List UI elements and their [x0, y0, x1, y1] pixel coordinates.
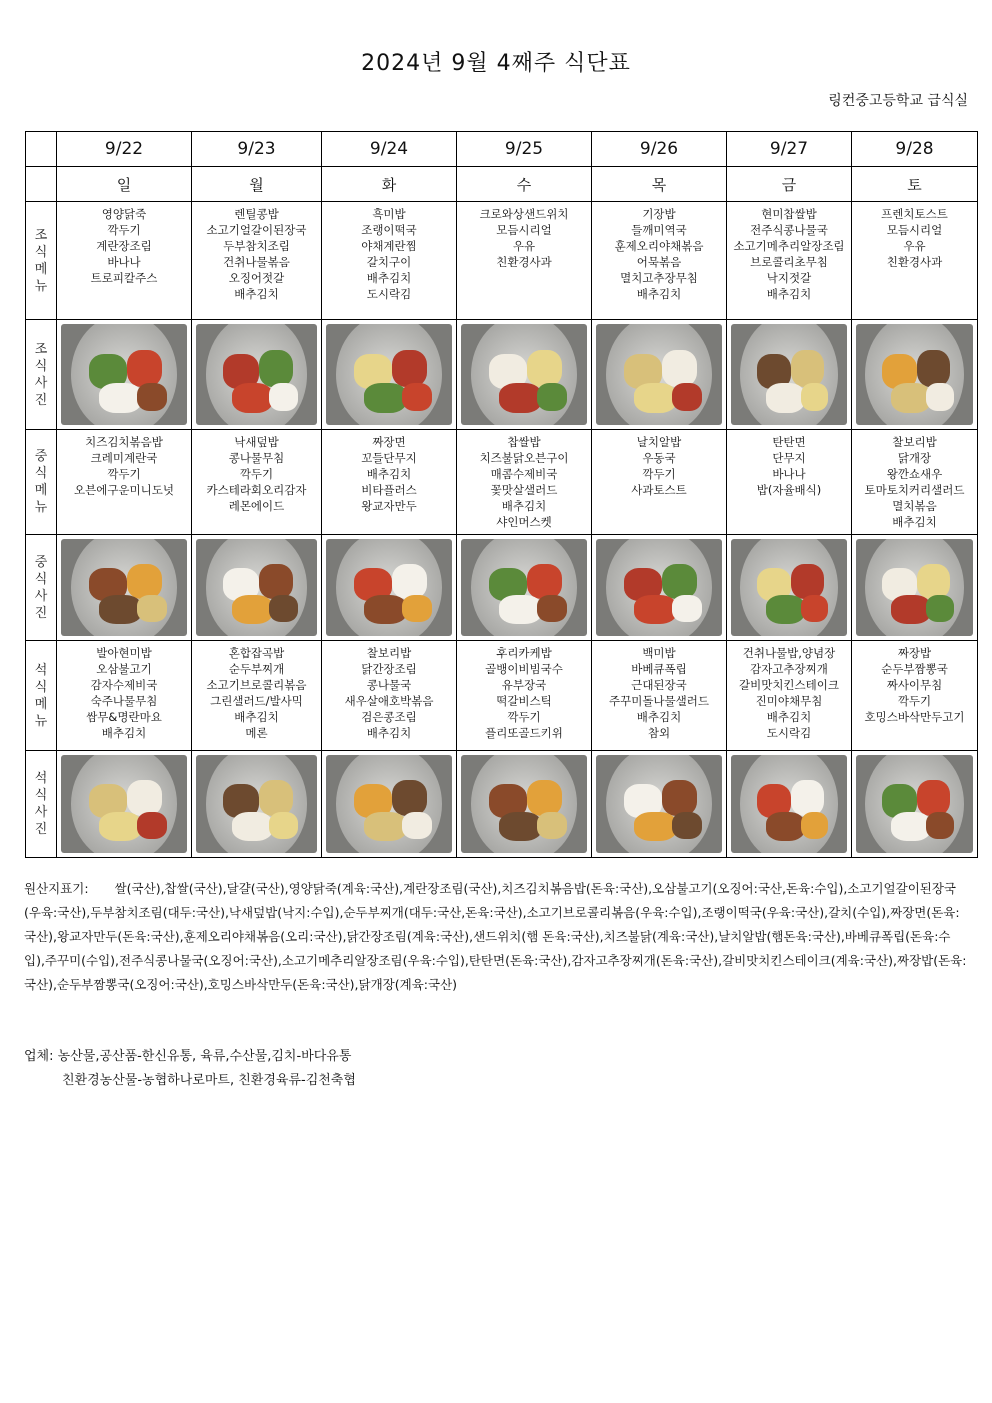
menu-item: 배추김치 [892, 515, 937, 529]
food-portion [662, 564, 697, 599]
food-portion [232, 812, 273, 841]
menu-item: 깍두기 [107, 223, 141, 237]
menu-item: 두부참치조림 [223, 239, 290, 253]
food-portion [269, 595, 298, 622]
menu-item: 유부장국 [501, 678, 547, 692]
meal-photo [322, 535, 457, 641]
row-label-char: 석 [34, 771, 48, 786]
date-cell: 9/25 [457, 132, 592, 167]
menu-item: 찹쌀밥 [507, 435, 541, 449]
food-portion [127, 564, 162, 599]
meal-photo [57, 535, 192, 641]
meal-photo [852, 535, 978, 641]
food-portion [891, 812, 931, 841]
menu-item: 왕깐쇼새우 [886, 467, 943, 481]
menu-item: 배추김치 [366, 726, 412, 740]
origin-notes [24, 877, 970, 997]
menu-item: 감자수제비국 [90, 678, 158, 692]
meal-photo [457, 751, 592, 858]
menu-cell [457, 202, 592, 320]
menu-item: 쌈무&명란마요 [86, 710, 162, 724]
menu-item: 우동국 [642, 451, 676, 465]
vendor-notes [24, 1045, 356, 1093]
date-cell: 9/23 [192, 132, 322, 167]
row-label-char: 식 [34, 788, 48, 803]
menu-item: 배추김치 [234, 287, 279, 301]
menu-item: 깍두기 [239, 467, 274, 481]
date-row [26, 132, 978, 167]
menu-cell [852, 641, 978, 751]
food-portion [537, 383, 567, 411]
food-portion [269, 812, 298, 839]
day-cell: 화 [322, 167, 457, 202]
row-label-char: 사 [34, 588, 48, 604]
menu-cell [322, 202, 457, 320]
food-portion [926, 812, 954, 839]
food-portion [99, 383, 142, 413]
menu-cell [322, 430, 457, 535]
menu-table [25, 131, 978, 858]
row-label-char: 석 [34, 662, 48, 678]
menu-item: 배추김치 [234, 710, 279, 724]
menu-item: 골뱅이비빔국수 [485, 662, 563, 676]
food-portion [766, 383, 805, 413]
menu-item: 멸치볶음 [892, 499, 937, 513]
food-portion [891, 595, 931, 624]
menu-cell [192, 430, 322, 535]
menu-item: 콩나물국 [366, 678, 412, 692]
food-portion [499, 383, 542, 413]
page-title: 2024년 9월 4째주 식단표 [361, 51, 631, 76]
row-label [26, 320, 57, 430]
menu-item: 깍두기 [897, 694, 932, 708]
menu-item: 깍두기 [642, 467, 676, 481]
menu-item: 소고기얼갈이된장국 [206, 223, 307, 237]
food-portion [634, 383, 677, 413]
corner-cell [26, 132, 57, 167]
menu-item: 토마토치커리샐러드 [864, 483, 965, 497]
day-cell: 토 [852, 167, 978, 202]
menu-item: 카스테라회오리감자 [206, 483, 307, 497]
menu-item: 낙새덮밥 [234, 435, 279, 449]
menu-item: 플리또골드키위 [485, 726, 563, 740]
menu-item: 새우살애호박볶음 [344, 694, 434, 708]
lunch-menu-row [26, 430, 978, 535]
food-portion [527, 780, 562, 815]
menu-item: 치즈불닭오븐구이 [479, 451, 569, 465]
food-portion [917, 780, 950, 815]
menu-item: 오삼불고기 [96, 662, 152, 676]
food-portion [137, 383, 167, 411]
food-portion [917, 350, 950, 386]
menu-item: 왕교자만두 [361, 499, 417, 513]
menu-item: 떡갈비스틱 [496, 694, 552, 708]
day-cell: 목 [592, 167, 727, 202]
food-portion [392, 780, 427, 815]
menu-item: 트로피칼주스 [90, 271, 158, 285]
menu-item: 검은콩조림 [361, 710, 417, 724]
row-label-char: 사 [34, 375, 48, 391]
food-portion [392, 564, 427, 599]
row-label-char: 사 [34, 805, 48, 820]
food-portion [499, 595, 542, 624]
row-label-char: 진 [34, 392, 48, 408]
meal-photo [727, 320, 852, 430]
menu-item: 프렌치토스트 [881, 207, 948, 221]
menu-item: 바나나 [107, 255, 141, 269]
menu-item: 낙지젓갈 [766, 271, 812, 285]
menu-item: 전주식콩나물국 [750, 223, 828, 237]
menu-item: 사과토스트 [631, 483, 687, 497]
food-portion [926, 383, 954, 411]
menu-item: 그린샐러드/발사믹 [210, 694, 303, 708]
menu-item: 짜장밥 [897, 646, 932, 660]
menu-item: 배추김치 [101, 726, 147, 740]
row-label-char: 중 [34, 449, 48, 464]
menu-item: 배추김치 [636, 287, 682, 301]
date-cell: 9/26 [592, 132, 727, 167]
food-portion [766, 812, 805, 841]
menu-item: 짜장면 [372, 435, 406, 449]
menu-item: 순두부찌개 [228, 662, 285, 676]
menu-item: 샤인머스켓 [496, 515, 552, 529]
food-portion [232, 383, 273, 413]
meal-photo [192, 320, 322, 430]
menu-item: 닭간장조림 [361, 662, 417, 676]
row-label-char: 식 [34, 679, 48, 695]
menu-item: 발아현미밥 [96, 646, 152, 660]
menu-cell [192, 202, 322, 320]
row-label-char: 식 [34, 244, 48, 260]
food-portion [766, 595, 805, 624]
row-label-char: 진 [34, 822, 48, 837]
meal-photo [57, 751, 192, 858]
menu-item: 영양닭죽 [101, 207, 147, 221]
row-label-char: 메 [34, 696, 48, 712]
date-cell: 9/22 [57, 132, 192, 167]
day-row [26, 167, 978, 202]
menu-cell [852, 202, 978, 320]
meal-photo [852, 320, 978, 430]
meal-photo [192, 751, 322, 858]
meal-photo [57, 320, 192, 430]
menu-item: 갈치구이 [366, 255, 412, 269]
menu-item: 배추김치 [501, 499, 547, 513]
row-label [26, 202, 57, 320]
menu-item: 배추김치 [366, 467, 412, 481]
menu-item: 훈제오리야채볶음 [614, 239, 704, 253]
meal-photo [192, 535, 322, 641]
food-portion [801, 595, 829, 622]
menu-item: 감자고추장찌개 [750, 662, 828, 676]
menu-item: 건취나물밥,양념장 [742, 646, 836, 660]
meal-photo [852, 751, 978, 858]
day-cell: 수 [457, 167, 592, 202]
menu-item: 호밍스바삭만두고기 [864, 710, 965, 724]
menu-cell [852, 430, 978, 535]
food-portion [259, 780, 293, 815]
dinner-photo-row [26, 751, 978, 858]
menu-item: 비타플러스 [361, 483, 417, 497]
menu-item: 모듬시리얼 [886, 223, 943, 237]
menu-cell [457, 430, 592, 535]
menu-item: 친환경사과 [496, 255, 552, 269]
menu-item: 배추김치 [766, 710, 812, 724]
menu-item: 꼬들단무지 [361, 451, 417, 465]
menu-item: 오징어젓갈 [228, 271, 285, 285]
menu-item: 야채계란찜 [361, 239, 417, 253]
date-cell: 9/28 [852, 132, 978, 167]
food-portion [634, 812, 677, 841]
row-label-char: 식 [34, 571, 48, 587]
meal-photo [322, 751, 457, 858]
menu-item: 배추김치 [766, 287, 812, 301]
menu-item: 깍두기 [507, 710, 541, 724]
food-portion [801, 383, 829, 411]
menu-item: 친환경사과 [886, 255, 943, 269]
food-portion [527, 564, 562, 599]
food-portion [537, 812, 567, 839]
day-cell: 월 [192, 167, 322, 202]
row-label-char: 진 [34, 605, 48, 621]
food-portion [127, 350, 162, 386]
menu-item: 멸치고추장무침 [620, 271, 698, 285]
menu-item: 순두부짬뽕국 [881, 662, 948, 676]
origin-text: 쌀(국산),찹쌀(국산),달걀(국산),영양닭죽(계육:국산),계란장조림(국산),치즈김치볶음밥(돈육:국산),오삼불고기(오징어:국산,돈육:수입),소고기얼갈이된장국(우육:국산),두부참치조림(대두:국산),낙새덮밥(낙지:수입),순두부찌개(대두:국산,돈육:국산),소고기브로콜리볶음(우육:수입),조랭이떡국(우육:국산),갈치(수입),짜장면(돈육:국산),왕교자만두(돈육:국산),훈제오리야채볶음(오리:국산),닭간장조림(계육:국산),샌드위치(햄 돈육:국산),치즈불닭(계육:국산),날치알밥(햄돈육:국산),바베큐폭립(돈육:수입),주꾸미(수입),전주식콩나물국(오징어:국산),소고기메추리알장조림(우육:수입),탄탄면(돈육:국산),감자고추장찌개(돈육:국산),갈비맛치킨스테이크(계육:국산),짜장밥(돈육:국산),순두부짬뽕국(오징어:국산),호밍스바삭만두(돈육:국산),닭개장(계육:국산) [24, 881, 967, 992]
date-cell: 9/24 [322, 132, 457, 167]
menu-cell [592, 641, 727, 751]
menu-cell [57, 430, 192, 535]
menu-item: 후리카케밥 [496, 646, 552, 660]
food-portion [137, 812, 167, 839]
menu-item: 치즈김치볶음밥 [85, 435, 163, 449]
menu-item: 우유 [512, 239, 536, 253]
food-portion [402, 595, 432, 622]
menu-item: 찰보리밥 [892, 435, 937, 449]
row-label [26, 641, 57, 751]
menu-item: 밥(자율배식) [756, 483, 822, 497]
row-label-char: 식 [34, 466, 48, 481]
menu-item: 조랭이떡국 [361, 223, 417, 237]
menu-item: 숙주나물무침 [90, 694, 158, 708]
food-portion [926, 595, 954, 622]
menu-item: 도시락김 [766, 726, 812, 740]
corner-cell [26, 167, 57, 202]
food-portion [232, 595, 273, 624]
vendor-label: 업체: [24, 1049, 54, 1064]
day-cell: 일 [57, 167, 192, 202]
food-portion [791, 564, 823, 599]
food-portion [402, 812, 432, 839]
food-portion [99, 812, 142, 841]
row-label [26, 535, 57, 641]
menu-cell [57, 202, 192, 320]
menu-item: 메론 [245, 726, 268, 740]
menu-cell [322, 641, 457, 751]
menu-item: 크로와상샌드위치 [479, 207, 569, 221]
food-portion [662, 780, 697, 815]
meal-photo [457, 535, 592, 641]
menu-cell [192, 641, 322, 751]
food-portion [917, 564, 950, 599]
meal-photo [592, 535, 727, 641]
menu-item: 계란장조림 [96, 239, 152, 253]
meal-photo [592, 320, 727, 430]
menu-item: 근대된장국 [631, 678, 687, 692]
menu-cell [592, 430, 727, 535]
menu-cell [727, 202, 852, 320]
breakfast-photo-row [26, 320, 978, 430]
menu-item: 깍두기 [107, 467, 141, 481]
food-portion [791, 350, 823, 386]
dinner-menu-row [26, 641, 978, 751]
day-cell: 금 [727, 167, 852, 202]
food-portion [634, 595, 677, 624]
row-label-char: 메 [34, 483, 48, 498]
menu-item: 크레미계란국 [90, 451, 158, 465]
date-cell: 9/27 [727, 132, 852, 167]
menu-item: 백미밥 [642, 646, 676, 660]
menu-item: 매콤수제비국 [490, 467, 558, 481]
menu-item: 찰보리밥 [366, 646, 412, 660]
food-portion [137, 595, 167, 622]
food-portion [364, 383, 407, 413]
menu-item: 진미야채무침 [755, 694, 823, 708]
menu-item: 닭개장 [897, 451, 932, 465]
row-label [26, 751, 57, 858]
menu-item: 들깨미역국 [631, 223, 687, 237]
menu-item: 주꾸미돌나물샐러드 [609, 694, 709, 708]
menu-item: 배추김치 [366, 271, 412, 285]
meal-photo [592, 751, 727, 858]
food-portion [672, 383, 702, 411]
menu-item: 콩나물무침 [228, 451, 285, 465]
row-label-char: 조 [34, 227, 48, 243]
menu-item: 참외 [647, 726, 671, 740]
menu-item: 레몬에이드 [228, 499, 285, 513]
menu-cell [727, 641, 852, 751]
menu-item: 렌틸콩밥 [234, 207, 279, 221]
food-portion [801, 812, 829, 839]
menu-cell [57, 641, 192, 751]
food-portion [127, 780, 162, 815]
row-label-char: 뉴 [34, 278, 48, 294]
food-portion [891, 383, 931, 413]
food-portion [259, 350, 293, 386]
food-portion [269, 383, 298, 411]
menu-item: 날치알밥 [636, 435, 682, 449]
meal-photo [727, 535, 852, 641]
vendor-line-2: 친환경농산물-농협하나로마트, 친환경육류-김천축협 [62, 1073, 356, 1088]
origin-label: 원산지표기: [24, 881, 89, 896]
vendor-line-1: 농산물,공산품-한신유통, 육류,수산물,김치-바다유통 [57, 1049, 352, 1064]
menu-item: 배추김치 [636, 710, 682, 724]
menu-item: 단무지 [772, 451, 806, 465]
menu-item: 기장밥 [642, 207, 676, 221]
food-portion [662, 350, 697, 386]
menu-cell [592, 202, 727, 320]
menu-item: 소고기브로콜리볶음 [206, 678, 307, 692]
menu-item: 혼합잡곡밥 [228, 646, 285, 660]
food-portion [364, 595, 407, 624]
food-portion [392, 350, 427, 386]
food-portion [402, 383, 432, 411]
row-label-char: 조 [34, 341, 48, 357]
menu-item: 모듬시리얼 [496, 223, 552, 237]
menu-item: 흑미밥 [372, 207, 406, 221]
food-portion [791, 780, 823, 815]
row-label-char: 뉴 [34, 713, 48, 729]
menu-item: 바나나 [772, 467, 806, 481]
menu-item: 갈비맛치킨스테이크 [739, 678, 839, 692]
menu-item: 우유 [903, 239, 926, 253]
row-label-char: 뉴 [34, 500, 48, 515]
row-label-char: 식 [34, 358, 48, 374]
meal-photo [457, 320, 592, 430]
menu-cell [457, 641, 592, 751]
food-portion [259, 564, 293, 599]
row-label-char: 메 [34, 261, 48, 277]
row-label [26, 430, 57, 535]
menu-item: 브로콜리초무침 [750, 255, 828, 269]
food-portion [99, 595, 142, 624]
menu-item: 현미찹쌀밥 [761, 207, 817, 221]
menu-item: 어묵볶음 [636, 255, 682, 269]
row-label-char: 중 [34, 554, 48, 570]
meal-photo [322, 320, 457, 430]
breakfast-menu-row [26, 202, 978, 320]
food-portion [364, 812, 407, 841]
menu-item: 건취나물볶음 [223, 255, 290, 269]
food-portion [672, 812, 702, 839]
menu-item: 오븐에구운미니도넛 [74, 483, 174, 497]
menu-item: 짜사이무침 [886, 678, 943, 692]
menu-cell [727, 430, 852, 535]
food-portion [537, 595, 567, 622]
meal-photo [727, 751, 852, 858]
lunch-photo-row [26, 535, 978, 641]
organization-name: 링컨중고등학교 급식실 [828, 93, 968, 109]
food-portion [527, 350, 562, 386]
menu-item: 바베큐폭립 [631, 662, 687, 676]
menu-item: 탄탄면 [772, 435, 806, 449]
food-portion [499, 812, 542, 841]
menu-item: 소고기메추리알장조림 [733, 239, 845, 253]
menu-item: 도시락김 [366, 287, 412, 301]
menu-item: 꽃맛살샐러드 [490, 483, 558, 497]
food-portion [672, 595, 702, 622]
